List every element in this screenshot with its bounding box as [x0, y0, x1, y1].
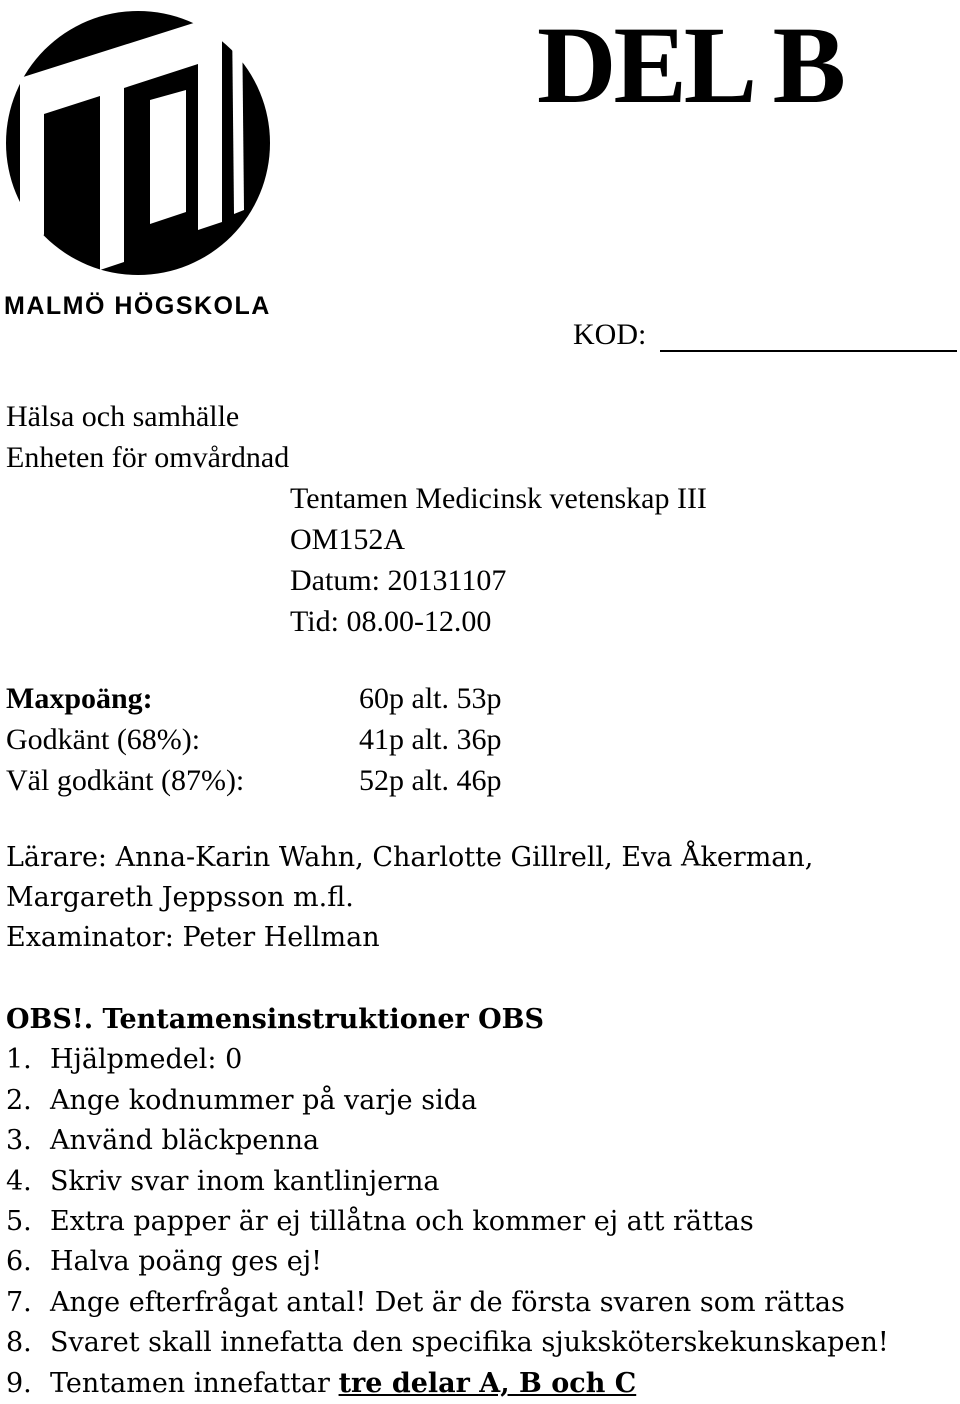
logo-emblem-icon — [0, 0, 280, 290]
teachers-line: Margareth Jeppsson m.fl. — [6, 882, 354, 913]
list-item — [6, 1323, 889, 1363]
list-item — [6, 1121, 889, 1161]
item-text: Använd bläckpenna — [50, 1125, 320, 1157]
department-block — [6, 396, 289, 478]
item-number: 2. — [6, 1084, 32, 1116]
list-item — [6, 1364, 889, 1404]
faculty-name: Hälsa och samhälle — [6, 400, 240, 433]
code-label: KOD: — [573, 318, 647, 351]
item-number: 5. — [6, 1206, 32, 1238]
points-value: 52p alt. 46p — [359, 764, 502, 797]
exam-name: Tentamen Medicinsk vetenskap III — [290, 482, 707, 515]
item-number: 9. — [6, 1367, 32, 1399]
instructions-list — [6, 1040, 889, 1404]
item-text: Ange kodnummer på varje sida — [50, 1084, 478, 1116]
exam-instructions — [6, 1000, 889, 1404]
list-item — [6, 1202, 889, 1242]
item-text: Extra papper är ej tillåtna och kommer ej att rättas — [50, 1206, 754, 1238]
points-value: 41p alt. 36p — [359, 723, 502, 756]
points-label: Godkänt (68%): — [6, 723, 201, 756]
unit-name: Enheten för omvårdnad — [6, 441, 290, 474]
list-item — [6, 1040, 889, 1080]
item-emphasis: tre delar A, B och C — [338, 1367, 637, 1399]
exam-time: Tid: 08.00-12.00 — [290, 605, 492, 638]
item-number: 3. — [6, 1125, 32, 1157]
teachers-line: Lärare: Anna-Karin Wahn, Charlotte Gillrell, Eva Åkerman, — [6, 842, 814, 873]
item-number: 8. — [6, 1327, 32, 1359]
list-item — [6, 1162, 889, 1202]
item-number: 6. — [6, 1246, 32, 1278]
exam-date — [290, 560, 707, 601]
course-code: OM152A — [290, 523, 406, 556]
list-item — [6, 1242, 889, 1282]
points-label: Maxpoäng: — [6, 682, 153, 715]
item-number: 4. — [6, 1165, 32, 1197]
item-text: Ange efterfrågat antal! Det är de första svaren som rättas — [50, 1286, 845, 1318]
points-label: Väl godkänt (87%): — [6, 764, 245, 797]
item-number: 7. — [6, 1286, 32, 1318]
date-label: Datum: — [290, 564, 380, 597]
item-text: Hjälpmedel: 0 — [50, 1044, 243, 1076]
date-value: 20131107 — [387, 564, 507, 597]
instructions-heading: OBS!. Tentamensinstruktioner OBS — [6, 1004, 544, 1035]
item-number: 1. — [6, 1044, 32, 1076]
item-text: Svaret skall innefatta den specifika sjuksköterskekunskapen! — [50, 1327, 889, 1359]
code-entry-line — [660, 350, 957, 352]
examiner-line: Examinator: Peter Hellman — [6, 922, 380, 953]
malmo-hogskola-logo — [0, 0, 280, 325]
list-item — [6, 1283, 889, 1323]
points-value: 60p alt. 53p — [359, 682, 502, 715]
exam-info-block — [290, 478, 707, 642]
staff-block — [6, 838, 813, 958]
list-item — [6, 1081, 889, 1121]
page-title: DEL B — [537, 4, 843, 126]
item-text: Tentamen innefattar — [50, 1367, 339, 1399]
item-text: Halva poäng ges ej! — [50, 1246, 323, 1278]
institution-name: MALMÖ HÖGSKOLA — [4, 292, 271, 320]
item-text: Skriv svar inom kantlinjerna — [50, 1165, 440, 1197]
